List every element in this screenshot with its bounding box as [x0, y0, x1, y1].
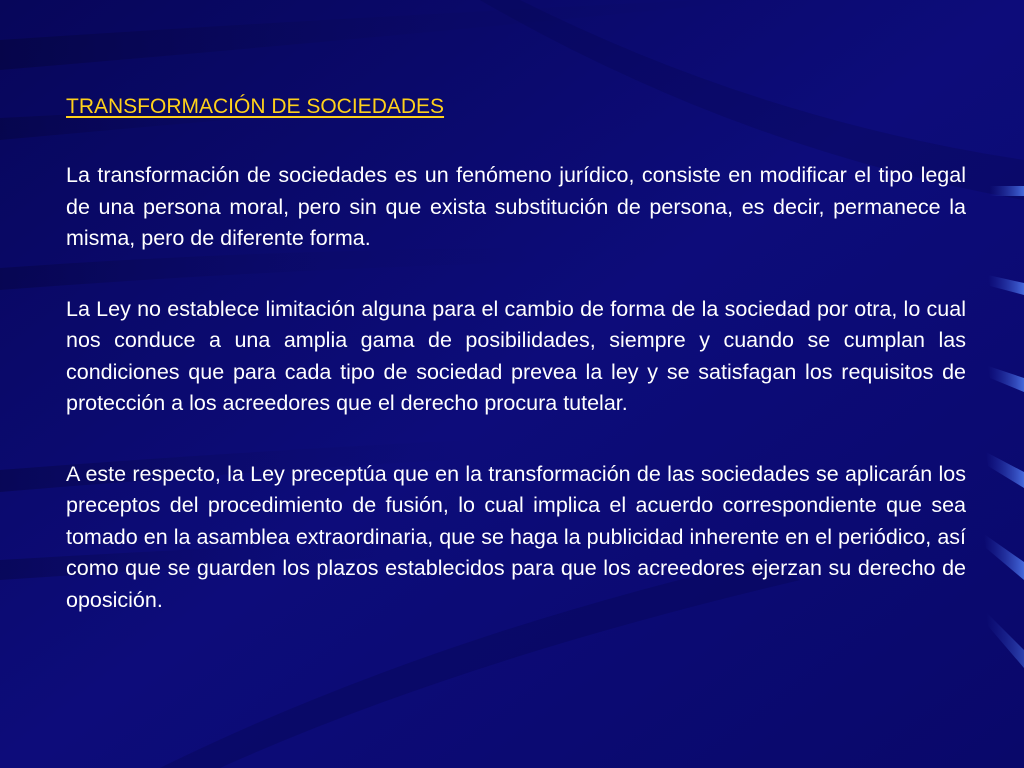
paragraph-fusion-procedure: A este respecto, la Ley preceptúa que en la transformación de las sociedades se aplicarán los preceptos del procedimiento de fusión, lo cual implica el acuerdo correspondiente que sea tomado en la asamblea extraordinaria, que se haga la publicidad inherente en el periódico, así como que se guarden los plazos establecidos para que los acreedores ejerzan su derecho de oposición. [66, 461, 966, 612]
slide-content [66, 92, 966, 655]
paragraph-law-limits: La Ley no establece limitación alguna para el cambio de forma de la sociedad por otra, lo cual nos conduce a una amplia gama de posibilidades, siempre y cuando se cumplan las condiciones que para cada tipo de sociedad prevea la ley y se satisfagan los requisitos de protección a los acreedores que el derecho procura tutelar. [66, 296, 966, 415]
slide-title: TRANSFORMACIÓN DE SOCIEDADES [66, 95, 445, 118]
paragraph-definition: La transformación de sociedades es un fenómeno jurídico, consiste en modificar el tipo legal de una persona moral, pero sin que exista substitución de persona, es decir, permanece la misma, pero de diferente forma. [66, 163, 966, 250]
